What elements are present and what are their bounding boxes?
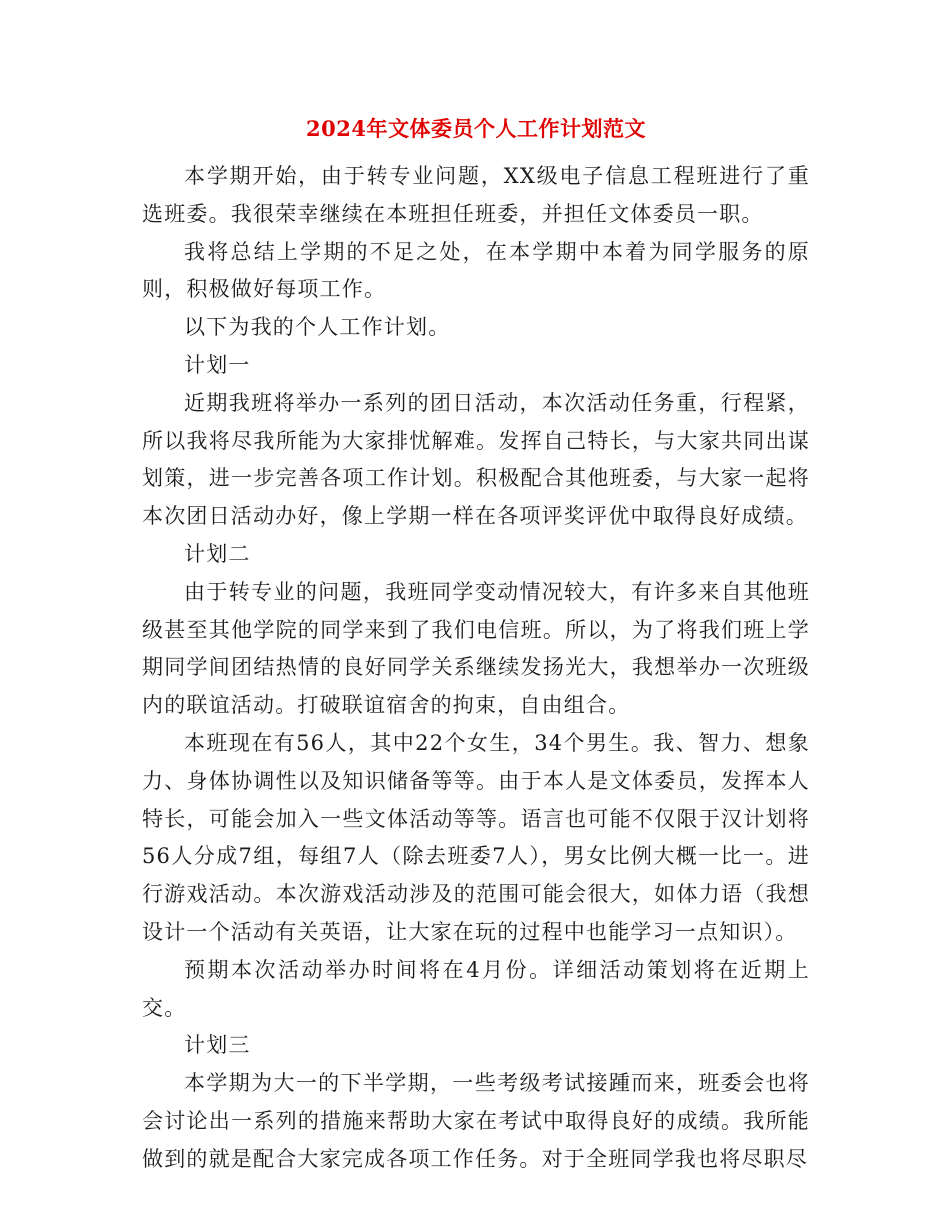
paragraph-intro: 本学期开始，由于转专业问题，XX级电子信息工程班进行了重选班委。我很荣幸继续在本班担任班委，并担任文体委员一职。 xyxy=(142,164,810,226)
paragraph-plan-3: 本学期为大一的下半学期，一些考级考试接踵而来，班委会也将会讨论出一系列的措施来帮助大家在考试中取得良好的成绩。我所能做到的就是配合大家完成各项工作任务。对于全班同学我也将尽职尽 xyxy=(142,1071,810,1171)
paragraph-summary: 我将总结上学期的不足之处，在本学期中本着为同学服务的原则，积极做好每项工作。 xyxy=(142,239,810,302)
document-title: 2024年文体委员个人工作计划范文 xyxy=(306,116,646,141)
paragraph-plan-2-details: 本班现在有56人，其中22个女生，34个男生。我、智力、想象力、身体协调性以及知识储备等等。由于本人是文体委员，发挥本人特长，可能会加入一些文体活动等等。语言也可能不仅限于汉计划将56人分成7组，每组7人（除去班委7人），男女比例大概一比一。进行游戏活动。本次游戏活动涉及的范围可能会很大，如体力语（我想设计一个活动有关英语，让大家在玩的过程中也能学习一点知识）。 xyxy=(142,730,810,944)
section-heading-plan-3: 计划三 xyxy=(184,1033,251,1058)
paragraph-plan-lead: 以下为我的个人工作计划。 xyxy=(184,315,451,340)
section-heading-plan-2: 计划二 xyxy=(184,541,251,566)
paragraph-plan-2: 由于转专业的问题，我班同学变动情况较大，有许多来自其他班级甚至其他学院的同学来到了我们电信班。所以，为了将我们班上学期同学间团结热情的良好同学关系继续发扬光大，我想举办一次班级内的联谊活动。打破联谊宿舍的拘束，自由组合。 xyxy=(142,579,810,718)
paragraph-plan-1: 近期我班将举办一系列的团日活动，本次活动任务重，行程紧，所以我将尽我所能为大家排忧解难。发挥自己特长，与大家共同出谋划策，进一步完善各项工作计划。积极配合其他班委，与大家一起将本次团日活动办好，像上学期一样在各项评奖评优中取得良好成绩。 xyxy=(142,390,810,529)
section-heading-plan-1: 计划一 xyxy=(184,352,251,377)
paragraph-plan-2-schedule: 预期本次活动举办时间将在4月份。详细活动策划将在近期上交。 xyxy=(142,957,810,1020)
